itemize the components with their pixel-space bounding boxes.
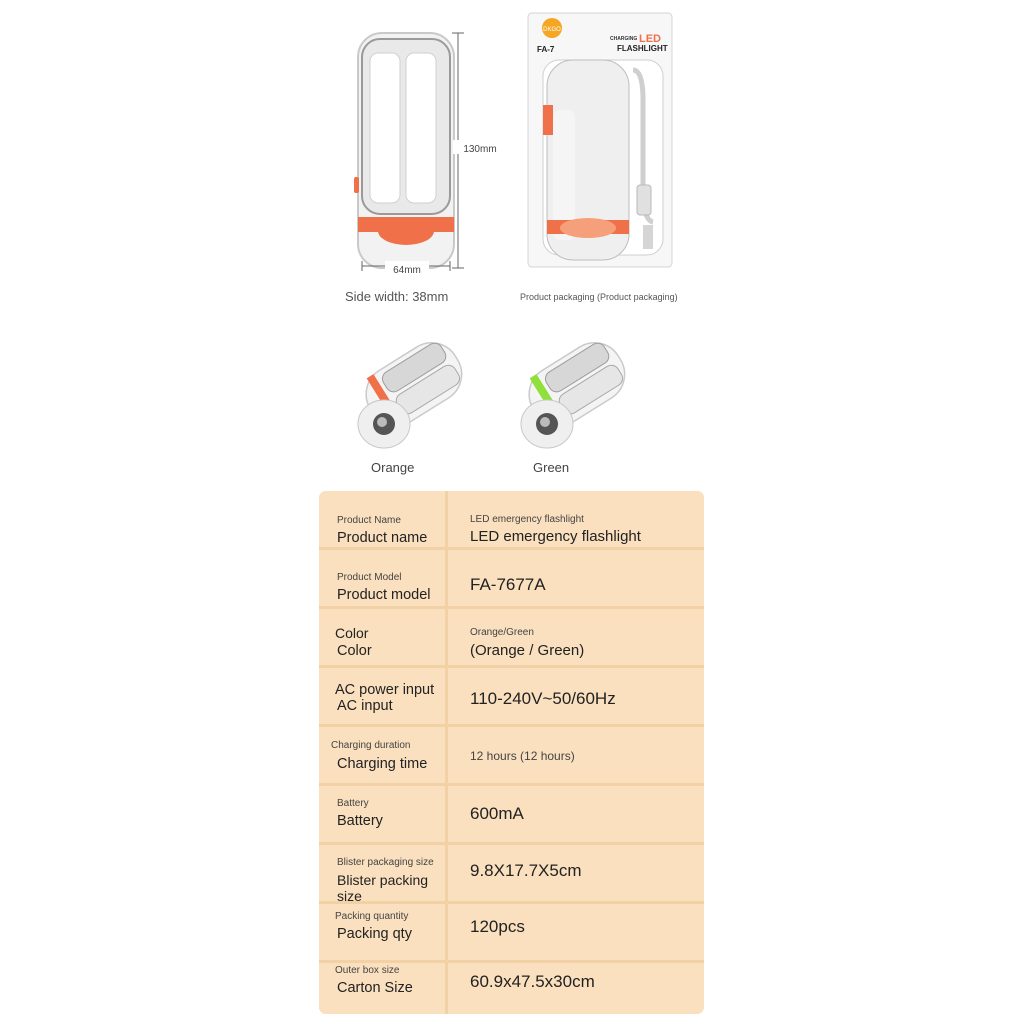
brand-logo: DKGO xyxy=(543,27,561,33)
spec-row-color xyxy=(319,609,704,665)
flashlight-dimension-figure xyxy=(340,25,510,280)
green-variant-label: Green xyxy=(533,460,570,475)
spec-value-large: LED emergency flashlight xyxy=(470,528,641,545)
spec-label-small: AC power input xyxy=(335,682,435,698)
spec-row-packing-qty xyxy=(319,904,704,960)
spec-value-large: 120pcs xyxy=(470,917,525,936)
product-packaging-figure xyxy=(525,10,675,270)
spec-label-small: Product Model xyxy=(337,572,402,583)
side-width-caption: Side width: 38mm xyxy=(345,289,449,304)
spec-table xyxy=(319,491,704,1014)
spec-row-carton-size xyxy=(319,963,704,1014)
spec-value-large: 600mA xyxy=(470,804,524,823)
spec-label-large: Product name xyxy=(337,530,428,546)
spec-label-large: Carton Size xyxy=(337,980,413,996)
orange-variant-label: Orange xyxy=(371,460,415,475)
spec-row-battery xyxy=(319,786,704,842)
green-flashlight-image xyxy=(515,330,640,450)
spec-row-product-name xyxy=(319,491,704,547)
spec-row-ac-input xyxy=(319,668,704,724)
spec-value-large: 110-240V~50/60Hz xyxy=(470,689,616,708)
spec-value-large: 9.8X17.7X5cm xyxy=(470,861,582,880)
spec-label-small: Charging duration xyxy=(331,740,411,751)
spec-value-large: (Orange / Green) xyxy=(470,642,585,659)
spec-label-large: Product model xyxy=(337,587,431,603)
spec-label-large: Color xyxy=(337,643,372,659)
spec-label-large: Battery xyxy=(337,813,383,829)
spec-value-medium: 12 hours (12 hours) xyxy=(470,749,575,763)
spec-row-blister-size xyxy=(319,845,704,904)
package-title-led: LED xyxy=(639,33,661,45)
package-title-charging: CHARGING xyxy=(610,36,638,42)
spec-label-small: Packing quantity xyxy=(335,911,409,922)
package-model-text: FA-7 xyxy=(537,45,555,54)
spec-value-large: FA-7677A xyxy=(470,575,546,594)
spec-label-large: Blister packing size xyxy=(337,872,429,904)
spec-label-small: Blister packaging size xyxy=(337,857,434,868)
spec-label-small: Outer box size xyxy=(335,965,400,976)
width-dimension-label: 64mm xyxy=(393,265,421,276)
spec-value-small: LED emergency flashlight xyxy=(470,514,584,525)
spec-label-small: Color xyxy=(335,625,369,641)
package-title-flashlight: FLASHLIGHT xyxy=(617,44,668,53)
spec-row-product-model xyxy=(319,550,704,606)
spec-value-large: 60.9x47.5x30cm xyxy=(470,972,595,991)
spec-row-charging-time xyxy=(319,727,704,783)
spec-label-large: AC input xyxy=(337,698,393,714)
orange-flashlight-image xyxy=(352,330,477,450)
spec-label-small: Battery xyxy=(337,798,369,809)
spec-value-small: Orange/Green xyxy=(470,627,534,638)
height-dimension-label: 130mm xyxy=(463,144,497,155)
packaging-caption: Product packaging (Product packaging) xyxy=(520,292,678,302)
spec-label-large: Charging time xyxy=(337,756,428,772)
spec-label-small: Product Name xyxy=(337,515,401,526)
spec-label-large: Packing qty xyxy=(337,926,412,942)
